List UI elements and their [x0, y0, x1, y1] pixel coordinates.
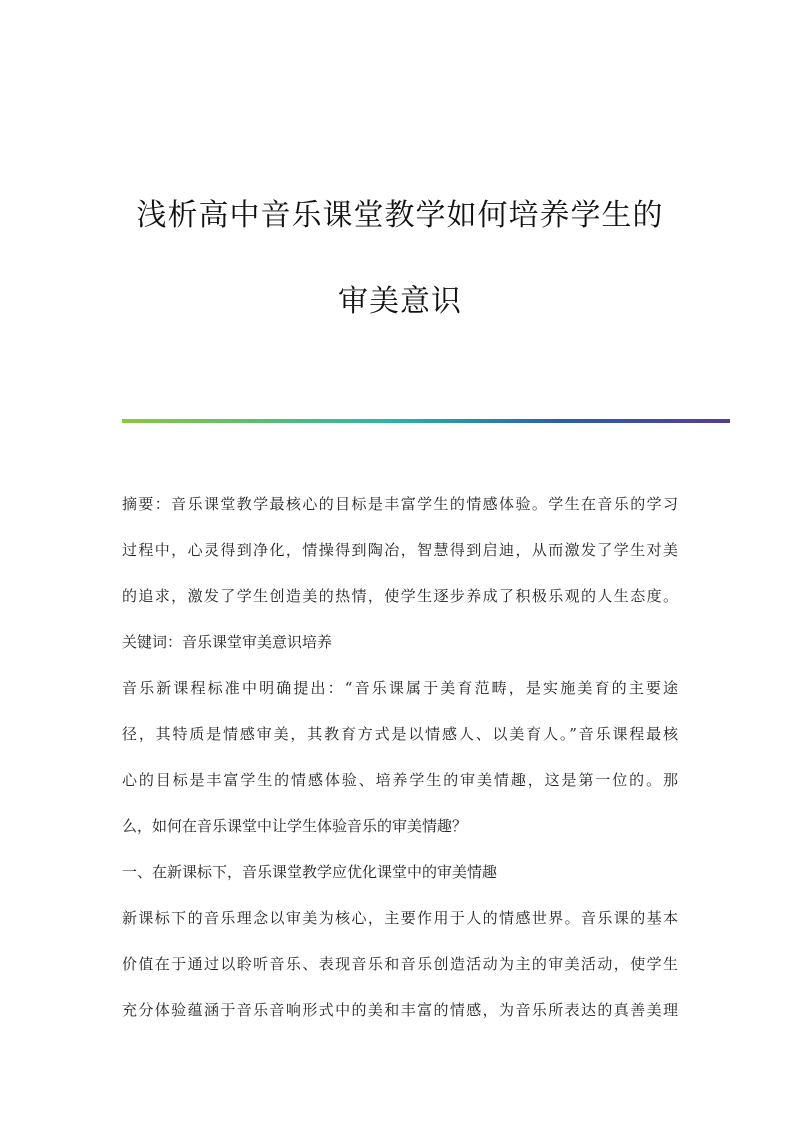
- document-title-line-1: 浅析高中音乐课堂教学如何培养学生的: [136, 198, 664, 233]
- intro-line-2: 径，其特质是情感审美，其教育方式是以情感人、以美育人。”音乐课程最核: [122, 725, 678, 743]
- keywords-line: 关键词：音乐课堂审美意识培养: [122, 633, 333, 651]
- section-1-line-1: 新课标下的音乐理念以审美为核心，主要作用于人的情感世界。音乐课的基本: [122, 909, 678, 927]
- document-title-line-2: 审美意识: [338, 284, 462, 319]
- section-1-line-2: 价值在于通过以聆听音乐、表现音乐和音乐创造活动为主的审美活动，使学生: [122, 955, 678, 973]
- abstract-line-2: 过程中，心灵得到净化，情操得到陶冶，智慧得到启迪，从而激发了学生对美: [122, 541, 678, 559]
- intro-line-3: 心的目标是丰富学生的情感体验、培养学生的审美情趣，这是第一位的。那: [122, 771, 678, 789]
- intro-line-4: 么，如何在音乐课堂中让学生体验音乐的审美情趣？: [122, 817, 468, 835]
- intro-line-1: 音乐新课程标准中明确提出：“音乐课属于美育范畴，是实施美育的主要途: [122, 679, 678, 697]
- section-1-line-3: 充分体验蕴涵于音乐音响形式中的美和丰富的情感，为音乐所表达的真善美理: [122, 1001, 678, 1019]
- section-1-heading: 一、在新课标下，音乐课堂教学应优化课堂中的审美情趣: [122, 863, 498, 881]
- abstract-line-1: 摘要：音乐课堂教学最核心的目标是丰富学生的情感体验。学生在音乐的学习: [122, 495, 678, 513]
- gradient-divider: [122, 419, 730, 423]
- abstract-line-3: 的追求，激发了学生创造美的热情，使学生逐步养成了积极乐观的人生态度。: [122, 587, 678, 605]
